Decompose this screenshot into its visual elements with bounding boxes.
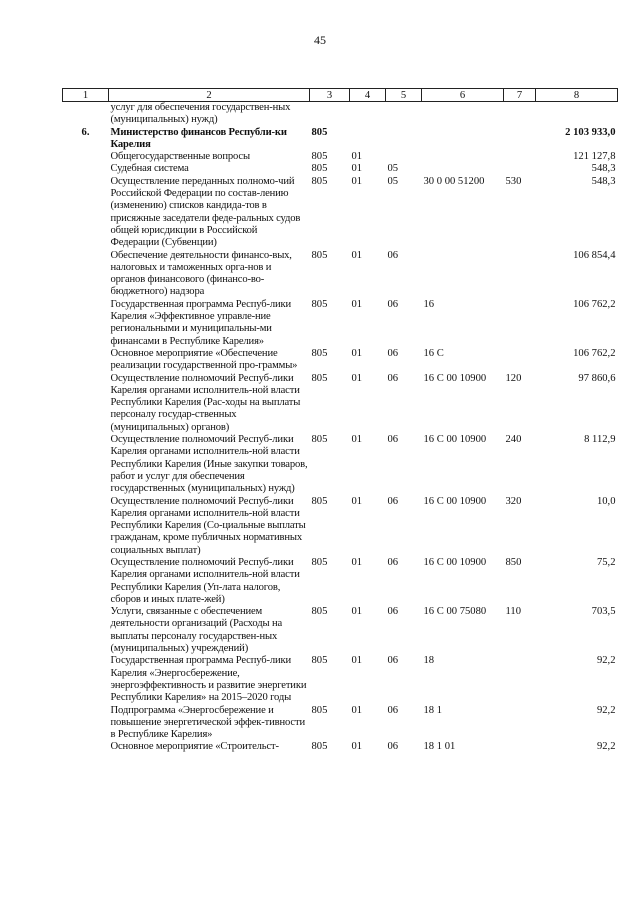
row-name: Осуществление полномочий Респуб-лики Карелия органами исполнитель-ной власти Республики Карелия (Рас-ходы на выплаты персоналу государ-ственных (муниципальных) органов)	[110, 372, 301, 433]
amount: 92,2	[596, 655, 616, 667]
target-article-code: 16 С 00 10900	[423, 372, 487, 384]
column-header: 5	[386, 89, 422, 102]
table-row	[63, 705, 618, 742]
subsection-code: 06	[387, 655, 399, 667]
amount: 106 762,2	[573, 298, 616, 310]
expense-type-code: 850	[505, 556, 522, 568]
column-header: 8	[536, 89, 618, 102]
section-code	[350, 102, 386, 127]
row-name: Основное мероприятие «Строительст-	[110, 741, 279, 753]
row-name: Государственная программа Респуб-лики Карелия «Энергосбережение, энергоэффективность и развитие энергетики Республики Карелия» на 2015–2020 годы	[110, 655, 307, 704]
ministry-code: 805	[311, 495, 328, 507]
section-code: 01	[351, 151, 363, 163]
row-name: Основное мероприятие «Обеспечение реализации государственной про-граммы»	[110, 347, 298, 372]
section-code: 01	[351, 495, 363, 507]
subsection-code: 06	[387, 298, 399, 310]
table-row	[63, 348, 618, 373]
target-article-code: 16 С 00 10900	[423, 434, 487, 446]
target-article-code	[422, 127, 504, 152]
expense-type-code	[504, 151, 536, 163]
row-number	[63, 299, 109, 348]
section-code: 01	[351, 347, 363, 359]
row-number	[63, 741, 109, 753]
row-number	[63, 373, 109, 434]
amount: 92,2	[596, 741, 616, 753]
amount: 97 860,6	[578, 372, 616, 384]
ministry-code: 805	[311, 434, 328, 446]
target-article-code: 18	[423, 655, 435, 667]
amount: 92,2	[596, 704, 616, 716]
target-article-code: 16 С	[423, 347, 444, 359]
subsection-code: 06	[387, 606, 399, 618]
table-row	[63, 151, 618, 163]
table-row	[63, 176, 618, 250]
expense-type-code: 240	[505, 434, 522, 446]
row-number	[63, 102, 109, 127]
ministry-code: 805	[311, 704, 328, 716]
section-code: 01	[351, 704, 363, 716]
table-row	[63, 606, 618, 655]
subsection-code: 06	[387, 704, 399, 716]
amount: 2 103 933,0	[565, 126, 616, 138]
subsection-code: 06	[387, 372, 399, 384]
amount: 703,5	[591, 606, 616, 618]
table-row	[63, 250, 618, 299]
expense-type-code	[504, 102, 536, 127]
section-code: 01	[351, 175, 363, 187]
amount: 548,3	[591, 175, 616, 187]
table-row	[63, 655, 618, 704]
row-name: Общегосударственные вопросы	[110, 151, 250, 163]
subsection-code: 06	[387, 249, 399, 261]
amount: 106 762,2	[573, 347, 616, 359]
section-code: 01	[351, 298, 363, 310]
section-code: 01	[351, 434, 363, 446]
amount: 121 127,8	[573, 151, 616, 163]
expense-type-code: 530	[505, 175, 522, 187]
expense-type-code	[504, 163, 536, 175]
subsection-code: 05	[387, 175, 399, 187]
subsection-code: 06	[387, 556, 399, 568]
section-code: 01	[351, 556, 363, 568]
ministry-code: 805	[311, 298, 328, 310]
target-article-code: 18 1	[423, 704, 443, 716]
section-code	[350, 127, 386, 152]
row-name: Услуги, связанные с обеспечением деятельности организаций (Расходы на выплаты персоналу государствен-ных (муниципальных) учреждений)	[110, 606, 283, 655]
amount	[536, 102, 618, 127]
row-number	[63, 176, 109, 250]
subsection-code: 05	[387, 163, 399, 175]
row-number	[63, 496, 109, 557]
expense-type-code	[504, 741, 536, 753]
column-header: 4	[350, 89, 386, 102]
target-article-code: 18 1 01	[423, 741, 456, 753]
column-header: 1	[63, 89, 109, 102]
section-code: 01	[351, 741, 363, 753]
subsection-code: 06	[387, 741, 399, 753]
subsection-code	[386, 102, 422, 127]
page-number: 45	[314, 33, 326, 47]
section-code: 01	[351, 163, 363, 175]
target-article-code	[422, 163, 504, 175]
section-code: 01	[351, 606, 363, 618]
ministry-code: 805	[311, 175, 328, 187]
target-article-code: 16 С 00 75080	[423, 606, 487, 618]
ministry-code: 805	[311, 151, 328, 163]
row-number	[63, 163, 109, 175]
row-name: услуг для обеспечения государствен-ных (муниципальных) нужд)	[110, 102, 291, 126]
amount: 106 854,4	[573, 249, 616, 261]
ministry-code: 805	[311, 126, 328, 138]
row-number	[63, 705, 109, 742]
row-name: Осуществление полномочий Респуб-лики Карелия органами исполнитель-ной власти Республики Карелия (Иные закупки товаров, работ и услуг для обеспечения государственных (муниципальных) нужд)	[110, 434, 308, 495]
row-number	[63, 606, 109, 655]
section-code: 01	[351, 249, 363, 261]
expense-type-code	[504, 299, 536, 348]
column-header: 2	[109, 89, 310, 102]
budget-table	[62, 88, 618, 754]
row-number	[63, 655, 109, 704]
column-header: 3	[310, 89, 350, 102]
target-article-code	[422, 250, 504, 299]
table-row	[63, 102, 618, 127]
subsection-code: 06	[387, 347, 399, 359]
column-header: 7	[504, 89, 536, 102]
subsection-code	[386, 151, 422, 163]
section-code: 01	[351, 372, 363, 384]
table-row	[63, 299, 618, 348]
ministry-code: 805	[311, 741, 328, 753]
ministry-code: 805	[311, 556, 328, 568]
expense-type-code: 120	[505, 372, 522, 384]
table-row	[63, 163, 618, 175]
target-article-code: 30 0 00 51200	[423, 175, 485, 187]
row-name: Осуществление полномочий Респуб-лики Карелия органами исполнитель-ной власти Республики Карелия (Уп-лата налогов, сборов и иных платe-жей)	[110, 556, 300, 605]
ministry-code: 805	[311, 655, 328, 667]
table-row	[63, 557, 618, 606]
target-article-code: 16 С 00 10900	[423, 556, 487, 568]
target-article-code	[422, 151, 504, 163]
table-header	[63, 89, 618, 102]
table-row	[63, 496, 618, 557]
target-article-code: 16 С 00 10900	[423, 495, 487, 507]
row-number	[63, 151, 109, 163]
ministry-code	[310, 102, 350, 127]
row-number	[63, 348, 109, 373]
expense-type-code	[504, 348, 536, 373]
amount: 8 112,9	[584, 434, 616, 446]
row-name: Осуществление переданных полномо-чий Российской Федерации по состав-лению (изменению) списков кандида-тов в присяжные заседатели феде-ральных судов общей юрисдикции в Российской Федерации (Субвенции)	[110, 175, 301, 249]
row-number	[63, 434, 109, 495]
target-article-code: 16	[423, 298, 435, 310]
row-number	[63, 250, 109, 299]
column-header: 6	[422, 89, 504, 102]
subsection-code	[386, 127, 422, 152]
ministry-code: 805	[311, 249, 328, 261]
table-row	[63, 741, 618, 753]
subsection-code: 06	[387, 495, 399, 507]
ministry-code: 805	[311, 347, 328, 359]
table-row	[63, 373, 618, 434]
row-name: Подпрограмма «Энергосбережение и повышение энергетической эффек-тивности в Республике Карелия»	[110, 704, 305, 741]
subsection-code: 06	[387, 434, 399, 446]
expense-type-code	[504, 127, 536, 152]
row-name: Министерство финансов Республи-ки Карелия	[110, 126, 287, 150]
expense-type-code: 320	[505, 495, 522, 507]
table-body	[63, 102, 618, 754]
row-name: Судебная система	[110, 163, 189, 175]
table-row	[63, 434, 618, 495]
amount: 75,2	[596, 556, 616, 568]
row-number: 6.	[81, 126, 90, 138]
target-article-code	[422, 102, 504, 127]
ministry-code: 805	[311, 606, 328, 618]
row-name: Осуществление полномочий Респуб-лики Карелия органами исполнитель-ной власти Республики Карелия (Со-циальные выплаты гражданам, кроме публичных нормативных социальных выплат)	[110, 495, 306, 556]
table-row	[63, 127, 618, 152]
expense-type-code	[504, 250, 536, 299]
section-code: 01	[351, 655, 363, 667]
amount: 10,0	[596, 495, 616, 507]
expense-type-code	[504, 655, 536, 704]
row-number	[63, 557, 109, 606]
ministry-code: 805	[311, 163, 328, 175]
expense-type-code: 110	[505, 606, 521, 618]
amount: 548,3	[591, 163, 616, 175]
row-name: Обеспечение деятельности финансо-вых, налоговых и таможенных орга-нов и органов финансового (финансо-во-бюджетного) надзора	[110, 249, 292, 298]
expense-type-code	[504, 705, 536, 742]
row-name: Государственная программа Респуб-лики Карелия «Эффективное управле-ние региональными и муниципальны-ми финансами в Республике Карелия»	[110, 298, 292, 347]
ministry-code: 805	[311, 372, 328, 384]
